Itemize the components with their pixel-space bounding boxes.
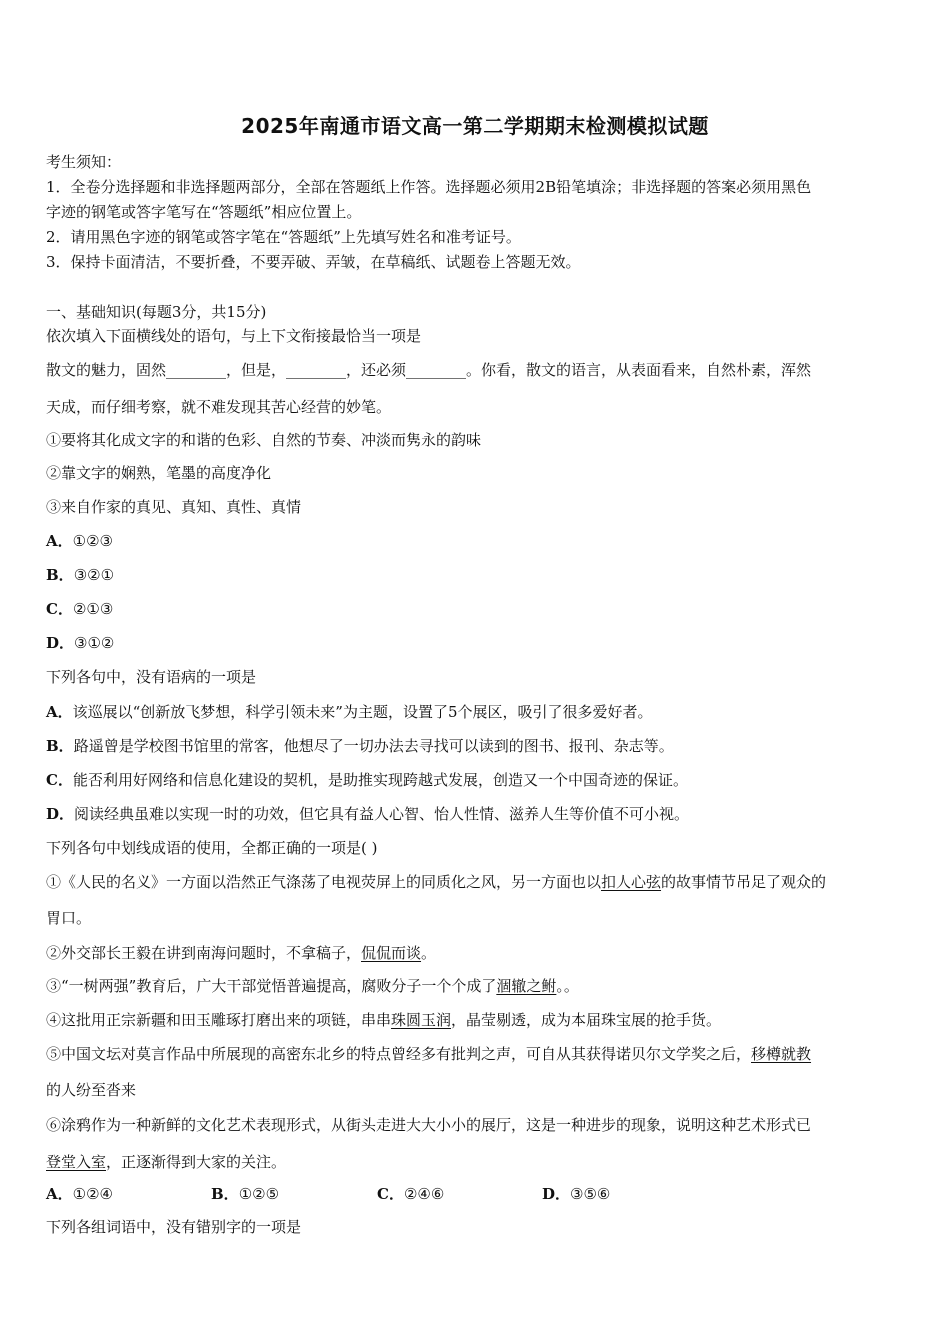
sentence-text: 的故事情节吊足了观众的	[661, 873, 827, 891]
option-letter: D．	[46, 805, 75, 823]
q1-item-1: ①要将其化成文字的和谐的色彩、自然的节奏、冲淡而隽永的韵味	[46, 431, 482, 449]
q1-item-3: ③来自作家的真见、真知、真性、真情	[46, 498, 302, 516]
sentence-text: ③“一树两强”教育后，广大干部觉悟普遍提高，腐败分子一个个成了	[46, 977, 497, 995]
sentence-text: ，晶莹剔透，成为本届珠宝展的抢手货。	[451, 1011, 722, 1029]
notice-item-1-cont: 字迹的钢笔或答字笔写在“答题纸”相应位置上。	[46, 203, 362, 221]
notice-item-3: 3．保持卡面清洁，不要折叠，不要弄破、弄皱，在草稿纸、试题卷上答题无效。	[46, 253, 581, 271]
q3-sentence-5	[46, 1044, 811, 1064]
option-text: ①②④	[72, 1185, 113, 1203]
q2-stem: 下列各句中，没有语病的一项是	[46, 668, 257, 686]
q3-sentence-2	[46, 943, 436, 963]
underlined-idiom: 涸辙之鲋	[496, 977, 557, 995]
q1-option-c	[46, 599, 113, 619]
sentence-text: 。	[421, 944, 437, 962]
q3-option-a	[46, 1184, 113, 1204]
option-text: ③⑤⑥	[570, 1185, 611, 1203]
q1-option-a	[46, 531, 113, 551]
option-text: ①②③	[72, 532, 113, 550]
option-text: ②④⑥	[403, 1185, 445, 1203]
q1-item-2: ②靠文字的娴熟，笔墨的高度净化	[46, 464, 272, 482]
q3-sentence-1	[46, 872, 826, 892]
underlined-idiom: 扣人心弦	[601, 873, 662, 891]
q2-option-b	[46, 736, 674, 756]
q3-sentence-3	[46, 976, 579, 996]
option-letter: B．	[46, 566, 74, 584]
underlined-idiom: 珠圆玉润	[391, 1011, 452, 1029]
option-text: ②①③	[72, 600, 114, 618]
option-text: 能否利用好网络和信息化建设的契机，是助推实现跨越式发展，创造又一个中国奇迹的保证。	[72, 771, 688, 789]
option-letter: C．	[46, 771, 73, 789]
option-letter: B．	[211, 1185, 239, 1203]
underlined-idiom: 侃侃而谈	[361, 944, 422, 962]
sentence-text: ⑤中国文坛对莫言作品中所展现的高密东北乡的特点曾经多有批判之声，可自从其获得诺贝尔文学奖之后，	[46, 1045, 752, 1063]
section-heading: 一、基础知识(每题3分，共15分)	[46, 303, 267, 321]
q3-sentence-1-cont: 胃口。	[46, 909, 92, 927]
page-title: 2025年南通市语文高一第二学期期末检测模拟试题	[241, 114, 709, 138]
q3-option-d	[542, 1184, 610, 1204]
option-letter: C．	[377, 1185, 404, 1203]
option-text: 该巡展以“创新放飞梦想，科学引领未来”为主题，设置了5个展区，吸引了很多爱好者。	[72, 703, 653, 721]
q2-option-a	[46, 702, 653, 722]
q3-sentence-6: ⑥涂鸦作为一种新鲜的文化艺术表现形式，从街头走进大大小小的展厅，这是一种进步的现象，说明这种艺术形式已	[46, 1116, 812, 1134]
notice-item-2: 2．请用黑色字迹的钢笔或答字笔在“答题纸”上先填写姓名和准考证号。	[46, 228, 521, 246]
option-letter: B．	[46, 737, 74, 755]
sentence-text: ④这批用正宗新疆和田玉雕琢打磨出来的项链，串串	[46, 1011, 392, 1029]
notice-item-1: 1．全卷分选择题和非选择题两部分，全部在答题纸上作答。选择题必须用2B铅笔填涂；非选择题的答案必须用黑色	[46, 178, 812, 196]
underlined-idiom: 登堂入室	[46, 1153, 107, 1171]
q1-option-b	[46, 565, 114, 585]
option-letter: D．	[542, 1185, 571, 1203]
option-letter: C．	[46, 600, 73, 618]
underlined-idiom: 移樽就教	[751, 1045, 812, 1063]
q4-stem: 下列各组词语中，没有错别字的一项是	[46, 1218, 302, 1236]
option-text: ①②⑤	[238, 1185, 280, 1203]
q1-option-d	[46, 633, 114, 653]
option-text: ③②①	[73, 566, 115, 584]
q3-option-b	[211, 1184, 279, 1204]
option-letter: A．	[46, 1185, 73, 1203]
q1-passage: 散文的魅力，固然________，但是，________，还必须________。你看，散文的语言，从表面看来，自然朴素，浑然	[46, 361, 812, 379]
sentence-text: ①《人民的名义》一方面以浩然正气涤荡了电视荧屏上的同质化之风，另一方面也以	[46, 873, 602, 891]
q3-sentence-6-cont	[46, 1152, 286, 1172]
option-text: ③①②	[74, 634, 115, 652]
q2-option-d	[46, 804, 689, 824]
sentence-text: 。。	[556, 977, 579, 995]
q3-sentence-4	[46, 1010, 721, 1030]
option-text: 路遥曾是学校图书馆里的常客，他想尽了一切办法去寻找可以读到的图书、报刊、杂志等。	[73, 737, 674, 755]
q1-passage-cont: 天成，而仔细考察，就不难发现其苦心经营的妙笔。	[46, 398, 392, 416]
sentence-text: ②外交部长王毅在讲到南海问题时，不拿稿子，	[46, 944, 362, 962]
option-letter: A．	[46, 703, 73, 721]
q3-stem: 下列各句中划线成语的使用，全都正确的一项是( )	[46, 839, 378, 857]
q3-sentence-5-cont: 的人纷至沓来	[46, 1081, 137, 1099]
sentence-text: ，正逐渐得到大家的关注。	[106, 1153, 287, 1171]
notice-heading: 考生须知：	[46, 153, 122, 171]
q1-stem: 依次填入下面横线处的语句，与上下文衔接最恰当一项是	[46, 327, 422, 345]
option-letter: A．	[46, 532, 73, 550]
q2-option-c	[46, 770, 688, 790]
q3-option-c	[377, 1184, 444, 1204]
option-letter: D．	[46, 634, 75, 652]
option-text: 阅读经典虽难以实现一时的功效，但它具有益人心智、怡人性情、滋养人生等价值不可小视。	[74, 805, 690, 823]
